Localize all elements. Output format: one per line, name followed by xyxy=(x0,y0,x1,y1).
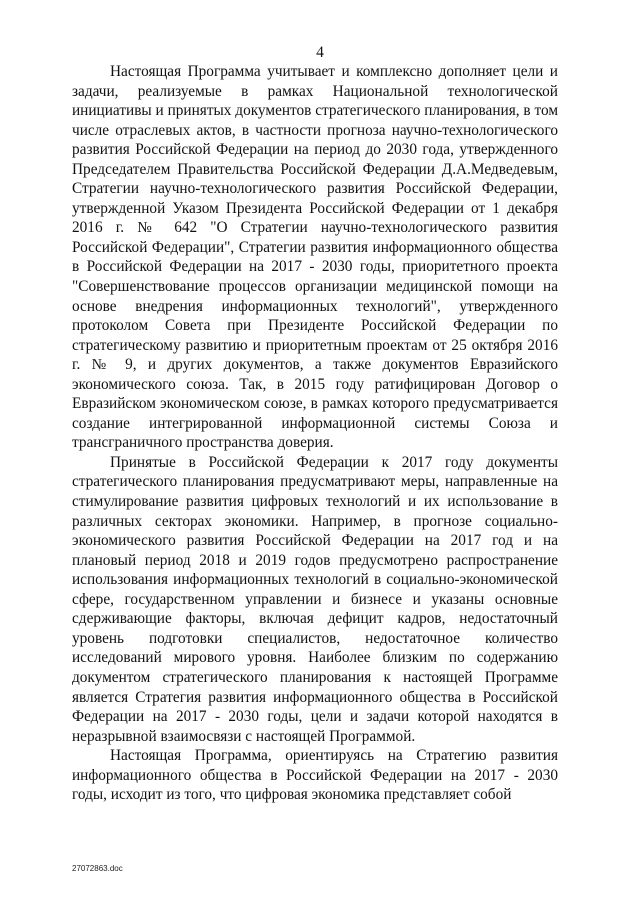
footer-file-reference: 27072863.doc xyxy=(72,864,123,873)
paragraph-program-context: Настоящая Программа учитывает и комплексно дополняет цели и задачи, реализуемые в рамках Национальной технологической инициативы и принятых документов стратегического планирования, в том числе отраслевых актов, в частности прогноза научно-технологического развития Российской Федерации на период до 2030 года, утвержденного Председателем Правительства Российской Федерации Д.А.Медведевым, Стратегии научно-технологического развития Российской Федерации, утвержденной Указом Президента Российской Федерации от 1 декабря 2016 г. № 642 "О Стратегии научно-технологического развития Российской Федерации", Стратегии развития информационного общества в Российской Федерации на 2017 - 2030 годы, приоритетного проекта "Совершенствование процессов организации медицинской помощи на основе внедрения информационных технологий", утвержденного протоколом Совета при Президенте Российской Федерации по стратегическому развитию и приоритетным проектам от 25 октября 2016 г. № 9, и других документов, а также документов Евразийского экономического союза. Так, в 2015 году ратифицирован Договор о Евразийском экономическом союзе, в рамках которого предусматривается создание интегрированной информационной системы Союза и трансграничного пространства доверия. xyxy=(72,63,558,452)
document-body xyxy=(72,62,558,805)
paragraph-strategic-documents: Принятые в Российской Федерации к 2017 году документы стратегического планирования предусматривают меры, направленные на стимулирование развития цифровых технологий и их использование в различных секторах экономики. Например, в прогнозе социально-экономического развития Российской Федерации на 2017 год и на плановый период 2018 и 2019 годов предусмотрено распространение использования информационных технологий в социально-экономической сфере, государственном управлении и бизнесе и указаны основные сдерживающие факторы, включая дефицит кадров, недостаточный уровень подготовки специалистов, недостаточное количество исследований мирового уровня. Наиболее близким по содержанию документом стратегического планирования к настоящей Программе является Стратегия развития информационного общества в Российской Федерации на 2017 - 2030 годы, цели и задачи которой находятся в неразрывной взаимосвязи с настоящей Программой. xyxy=(72,453,558,745)
paragraph-digital-economy: Настоящая Программа, ориентируясь на Стратегию развития информационного общества в Российской Федерации на 2017 - 2030 годы, исходит из того, что цифровая экономика представляет собой xyxy=(72,747,558,804)
page-number: 4 xyxy=(316,44,324,61)
